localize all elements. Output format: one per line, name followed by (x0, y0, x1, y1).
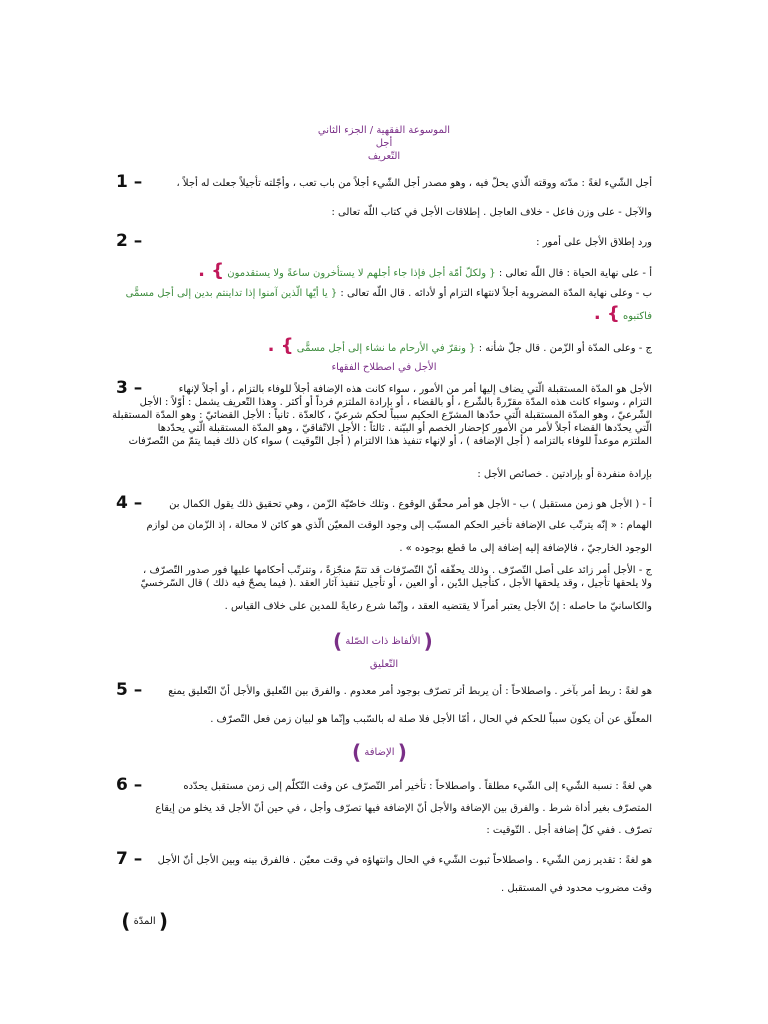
section-number-2: 2 – (116, 231, 143, 251)
section-3-line-2: التزام ، وسواء كانت هذه المدّة مقرّرةً بالشّرع ، أو بالقضاء ، أو بإرادة الملتزم فرداً أو أكثر . وهذا التّعريف يشمل : أوّلاً : الأجل (139, 397, 652, 408)
section-number-1: 1 – (116, 172, 143, 192)
section-number-3: 3 – (116, 378, 143, 398)
subheading-mudda: ( المدّة ) (121, 909, 168, 933)
subheading-idafa: ( الإضافة ) (352, 740, 407, 764)
section-3-line-6: بإرادة منفردة أو بإرادتين . خصائص الأجل : (477, 469, 652, 480)
section-3-line-3: الشّرعيّ ، وهو المدّة المستقبلة الّتي حدّدها المشرّع الحكيم سبباً لحكم شرعيّ ، كالعدّة . ثانياً : الأجل القضائيّ : وهو المدّة المستقبلة (111, 410, 652, 421)
section-number-6: 6 – (116, 775, 143, 795)
subheading-related-terms: ( الألفاظ ذات الصّلة ) (333, 629, 433, 653)
section-4-line-5: ولا يلحقها تأجيل ، وقد يلحقها الأجل ، كتأجيل الدّين ، أو العين ، أو تأجيل تنفيذ آثار العقد .( فيما يصحّ فيه ذلك ) قال السّرخسيّ (140, 578, 652, 589)
section-6-line-2: المتصرّف بغير أداة شرط . والفرق بين الإضافة والأجل أنّ الإضافة فيها تصرّف وأجل ، في حين أنّ الأجل قد يخلو من إيقاع (155, 803, 652, 814)
section-5-line-2: المعلّق عن أن يكون سبباً للحكم في الحال ، أمّا الأجل فلا صلة له بالسّبب وإنّما هو لبيان زمن فعل التّصرّف . (210, 714, 652, 725)
section-4-line-3: الوجود الخارجيّ ، فالإضافة إليه إضافة إلى ما قطع بوجوده » . (399, 543, 652, 554)
section-5-line-1: هو لغةً : ربط أمر بآخر . واصطلاحاً : أن يربط أثر تصرّف بوجود أمر معدوم . والفرق بين التّعليق والأجل أنّ التّعليق يمنع (168, 686, 652, 697)
header-definition: التّعريف (367, 151, 401, 162)
section-7-line-2: وقت مضروب محدود في المستقبل . (501, 883, 652, 894)
header-entry-title: أجل (375, 138, 393, 149)
subheading-fiqh-term: الأجل في اصطلاح الفقهاء (331, 362, 437, 373)
paren-close: ) (352, 740, 362, 764)
section-1-line-1: أجل الشّيء لغةً : مدّته ووقته الّذي يحلّ فيه ، وهو مصدر أجل الشّيء أجلاً من باب تعب ، وأجّلته تأجيلاً جعلت له أجلاً ، (176, 178, 652, 189)
section-2-item-a (198, 260, 652, 281)
item-b-label: ب - وعلى نهاية المدّة المضروبة أجلاً لانتهاء التزام أو لأدائه . قال اللّه تعالى : (340, 288, 652, 299)
section-3-line-1: الأجل هو المدّة المستقبلة الّتي يضاف إليها أمر من الأمور ، سواء كانت هذه الإضافة أجلاً للوفاء بالتزام ، أو أجلاً لإنهاء (178, 384, 652, 395)
header-encyclopedia-title: الموسوعة الفقهية / الجزء الثاني (317, 125, 451, 136)
section-4-line-6: والكاسانيّ ما حاصله : إنّ الأجل يعتبر أمراً لا يقتضيه العقد ، وإنّما شرع رعايةً للمدين على خلاف القياس . (224, 601, 652, 612)
section-3-line-4: الّتي يحدّدها القضاء أجلاً لأمر من الأمور كإحضار الخصم أو البيّنة . ثالثاً : الأجل الاتّفاقيّ ، وهو المدّة المستقبلة الّتي يحدّدها (157, 423, 652, 434)
section-4-line-2: الهمام : « إنّه يترتّب على الإضافة تأخير الحكم المسبّب إلى وجود الوقت المعيّن الّذي هو كائن لا محالة ، إذ الزّمان من لوازم (146, 520, 652, 531)
paren-close: ) (333, 629, 343, 653)
section-2-item-c (267, 335, 652, 356)
section-2-item-b-cont (593, 303, 652, 324)
quran-quote-a: { ولكلّ أمّة أجل فإذا جاء أجلهم لا يستأخرون ساعةً ولا يستقدمون (227, 268, 496, 279)
paren-open: ( (423, 629, 433, 653)
paren-open: ( (158, 909, 168, 933)
item-c-label: ج - وعلى المدّة أو الزّمن . قال جلّ شأنه : (478, 343, 652, 354)
section-4-line-1: أ - ( الأجل هو زمن مستقبل ) ب - الأجل هو أمر محقّق الوقوع . وتلك خاصّيّة الزّمن ، وهي تحقيق ذلك يقول الكمال بن (169, 499, 652, 510)
section-6-line-1: هي لغةً : نسبة الشّيء إلى الشّيء مطلقاً . واصطلاحاً : تأخير أمر التّصرّف عن وقت التّكلّم إلى زمن مستقبل يحدّده (183, 781, 652, 792)
section-number-7: 7 – (116, 849, 143, 869)
paren-open: ( (397, 740, 407, 764)
quran-quote-c: { ونقرّ في الأرحام ما نشاء إلى أجل مسمًّى (296, 343, 476, 354)
subheading-taliq: التّعليق (369, 659, 399, 670)
section-number-4: 4 – (116, 493, 143, 513)
section-2-item-b (126, 287, 652, 300)
quran-quote-b-cont: فاكتبوه (622, 311, 652, 322)
section-1-line-2: والآجل - على وزن فاعل - خلاف العاجل . إطلاقات الأجل في كتاب اللّه تعالى : (331, 207, 652, 218)
paren-close: ) (121, 909, 131, 933)
section-number-5: 5 – (116, 680, 143, 700)
item-a-label: أ - على نهاية الحياة : قال اللّه تعالى : (498, 268, 652, 279)
section-7-line-1: هو لغةً : تقدير زمن الشّيء . واصطلاحاً ثبوت الشّيء في الحال وانتهاؤه في وقت معيّن . فالفرق بينه وبين الأجل أنّ الأجل (157, 855, 652, 866)
quote-a-close: } . (198, 260, 225, 281)
quote-c-close: } . (267, 335, 294, 356)
section-2-intro: ورد إطلاق الأجل على أمور : (536, 237, 652, 248)
quote-b-close: } . (593, 303, 620, 324)
section-4-line-4: ج - الأجل أمر زائد على أصل التّصرّف . وذلك يحقّقه أنّ التّصرّفات قد تتمّ منجّزةً ، وتترتّب أحكامها عليها فور صدور التّصرّف ، (143, 565, 652, 576)
section-6-line-3: تصرّف . ففي كلّ إضافة أجل . التّوقيت : (486, 825, 652, 836)
quran-quote-b: { يا أيّها الّذين آمنوا إذا تداينتم بدين إلى أجل مسمًّى (125, 288, 338, 299)
section-3-line-5: الملتزم موعداً للوفاء بالتزامه ( أجل الإضافة ) ، أو لإنهاء تنفيذ هذا الالتزام ( أجل التّوقيت ) سواء كان ذلك فيما يتمّ من التّصرّفات (128, 436, 652, 447)
